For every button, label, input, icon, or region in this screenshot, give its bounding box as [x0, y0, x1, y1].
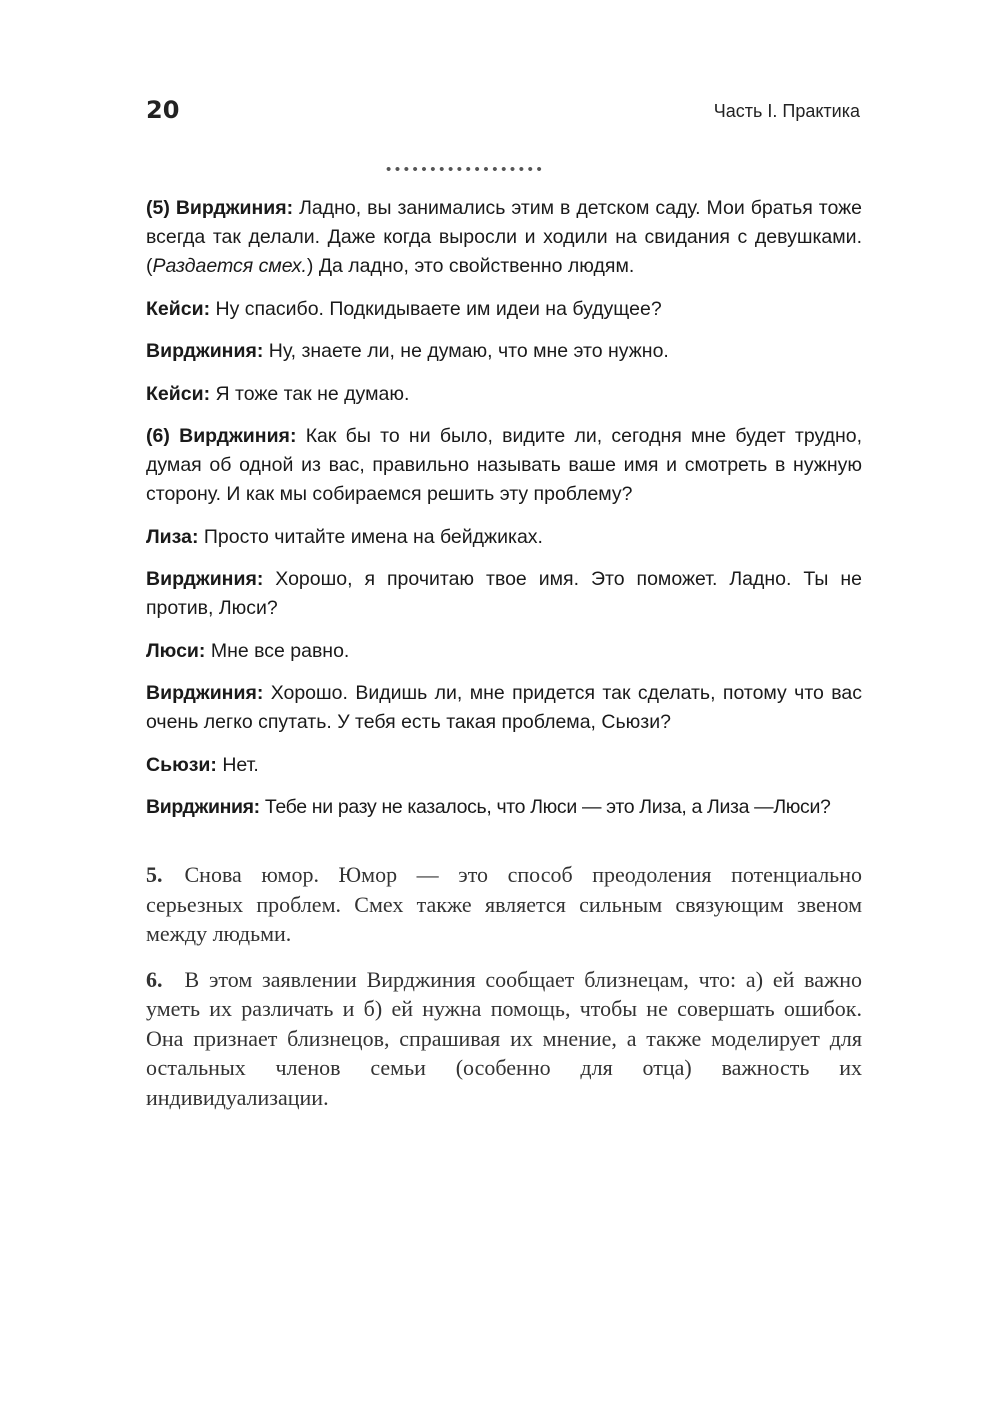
- dialogue-turn: [146, 637, 862, 666]
- dialogue-turn: [146, 295, 862, 324]
- speaker-name: Лиза:: [146, 525, 199, 548]
- dialogue-transcript: [146, 194, 862, 836]
- utterance: Нет.: [216, 753, 259, 776]
- commentary-note: [146, 860, 862, 949]
- utterance: Ну спасибо. Подкидываете им идеи на будущее?: [210, 297, 662, 320]
- speaker-name: Кейси:: [146, 382, 211, 405]
- speaker-name: Вирджиния:: [179, 425, 297, 447]
- dialogue-turn: [146, 679, 862, 737]
- speaker-name: Вирджиния:: [146, 568, 264, 590]
- speaker-name: Люси:: [146, 639, 206, 662]
- utterance: Просто читайте имена на бейджиках.: [198, 525, 543, 548]
- note-text: В этом заявлении Вирджиния сообщает близнецам, что: а) ей важно уметь их различать и б) ей нужна помощь, чтобы не совершать ошибок. Она признает близнецов, спрашивая их мнение, а также моделирует для остальных членов семьи (особенно для отца) важность их индивидуализации.: [146, 966, 862, 1110]
- commentary-notes: [146, 860, 862, 1128]
- dialogue-turn: [146, 523, 862, 552]
- dialogue-turn: [146, 422, 862, 509]
- note-text: Снова юмор. Юмор — это способ преодоления потенциально серьезных проблем. Смех также является сильным связующим звеном между людьми.: [146, 862, 862, 946]
- speaker-name: Вирджиния:: [146, 340, 264, 362]
- utterance: Как бы то ни было, видите ли, сегодня мне будет трудно, думая об одной из вас, правильно называть ваше имя и смотреть в нужную сторону. И как мы собираемся решить эту проблему?: [146, 425, 863, 505]
- utterance: Я тоже так не думаю.: [210, 382, 410, 405]
- page-number: 20: [146, 96, 180, 124]
- dialogue-turn: [146, 751, 862, 780]
- dialogue-turn: [146, 337, 862, 366]
- commentary-note: [146, 965, 862, 1113]
- dotted-separator: ••••••••••••••••••: [386, 161, 546, 178]
- dialogue-turn: [146, 793, 862, 822]
- utterance: Хорошо. Видишь ли, мне придется так сделать, потому что вас очень легко спутать. У тебя есть такая проблема, Сьюзи?: [146, 682, 862, 733]
- stage-direction: Раздается смех.: [152, 255, 307, 277]
- speaker-name: Вирджиния:: [146, 796, 260, 818]
- utterance: Тебе ни разу не казалось, что Люси — это Лиза, а Лиза —Люси?: [259, 796, 831, 818]
- note-number: 5.: [146, 862, 163, 887]
- dialogue-turn: [146, 194, 862, 281]
- note-number: 6.: [146, 966, 163, 992]
- utterance: Хорошо, я прочитаю твое имя. Это поможет. Ладно. Ты не против, Люси?: [146, 568, 862, 619]
- utterance-tail: ) Да ладно, это свойственно людям.: [306, 255, 635, 277]
- speaker-name: Вирджиния:: [146, 682, 264, 704]
- speaker-name: Вирджиния:: [175, 197, 294, 219]
- running-head: Часть I. Практика: [713, 101, 860, 121]
- speaker-name: Сьюзи:: [146, 753, 217, 776]
- speaker-name: Кейси:: [146, 297, 211, 320]
- utterance: Мне все равно.: [205, 639, 350, 662]
- dialogue-turn: [146, 380, 862, 409]
- remark-number: (6): [146, 425, 170, 447]
- dialogue-turn: [146, 565, 862, 623]
- remark-number: (5): [146, 197, 170, 219]
- utterance: Ну, знаете ли, не думаю, что мне это нужно.: [263, 340, 669, 362]
- utterance: Ладно, вы занимались этим в детском саду. Мои братья тоже всегда так делали. Даже когда выросли и ходили на свидания с девушками. (: [146, 197, 862, 277]
